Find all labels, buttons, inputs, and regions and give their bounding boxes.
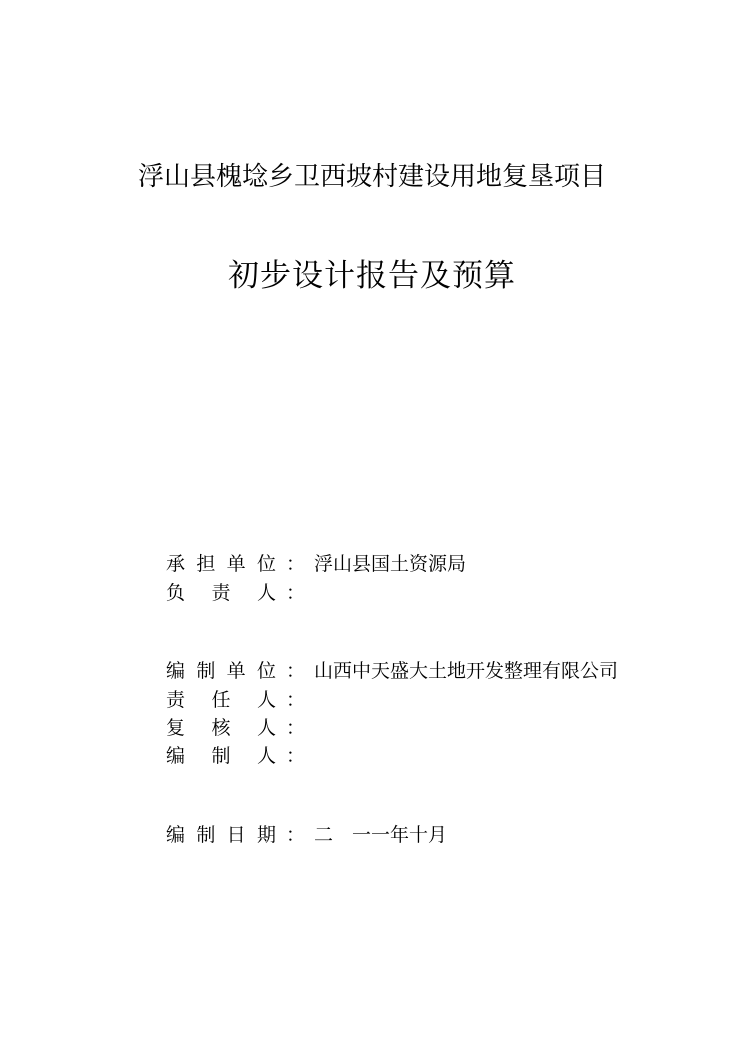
label-char: 编 [166,745,186,767]
label-char: 编 [166,660,186,682]
label-char: 日 [226,824,246,846]
label-char: 任 [211,689,231,711]
label-char: 单 [226,660,246,682]
field-label [166,579,276,607]
label-char: 承 [166,553,186,575]
field-label [166,657,276,685]
field-value: 山西中天盛大土地开发整理有限公司 [314,660,619,682]
field-colon: ： [286,689,306,711]
label-char: 编 [166,824,186,846]
label-char: 人 [256,717,276,739]
label-char: 复 [166,717,186,739]
label-char: 人 [256,582,276,604]
field-label [166,821,276,849]
field-label [166,686,276,714]
field-colon: ： [286,582,306,604]
label-char: 责 [211,582,231,604]
label-char: 核 [211,717,231,739]
field-label [166,714,276,742]
field-colon: ： [286,717,306,739]
field-value: 浮山县国土资源局 [314,553,467,575]
field-colon: ： [286,553,306,575]
label-char: 人 [256,689,276,711]
label-char: 担 [196,553,216,575]
label-char: 期 [256,824,276,846]
field-label [166,742,276,770]
label-char: 人 [256,745,276,767]
label-char: 位 [256,660,276,682]
label-char: 制 [196,660,216,682]
label-char: 制 [211,745,231,767]
label-char: 制 [196,824,216,846]
label-char: 责 [166,689,186,711]
label-char: 单 [226,553,246,575]
project-title: 浮山县槐埝乡卫西坡村建设用地复垦项目 [137,162,606,192]
label-char: 负 [166,582,186,604]
field-label [166,550,276,578]
label-char: 位 [256,553,276,575]
field-colon: ： [286,660,306,682]
field-colon: ： [286,745,306,767]
field-colon: ： [286,824,306,846]
report-title: 初步设计报告及预算 [228,258,516,294]
field-value: 二 一一年十月 [314,824,448,846]
